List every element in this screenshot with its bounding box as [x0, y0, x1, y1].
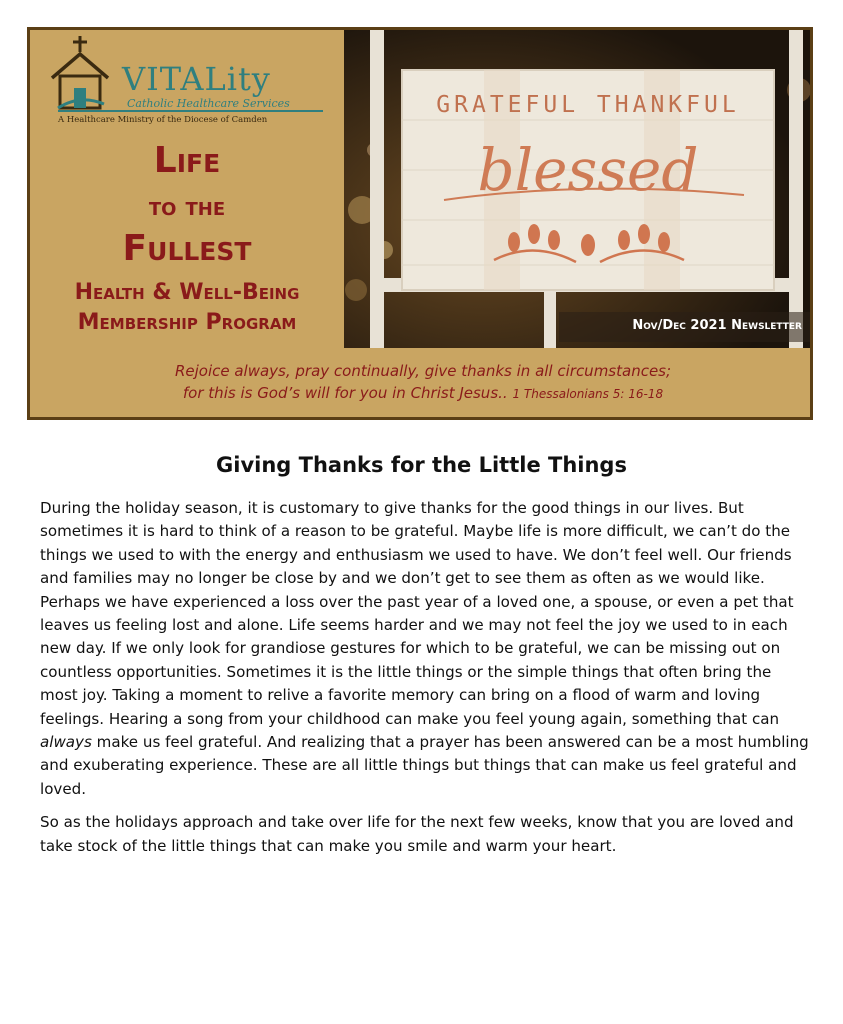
article-body — [40, 497, 810, 868]
title-line-1: Life — [153, 140, 221, 181]
title-line-4: Health & Well-Being — [74, 280, 300, 305]
grateful-sign-photo — [344, 30, 810, 348]
title-line-5: Membership Program — [77, 310, 297, 335]
paragraph-1-text-a: During the holiday season, it is customary to give thanks for the good things in our lives. But sometimes it is hard to think of a reason to be grateful. Maybe life is more difficult, we can’t do the things we used to with the energy and enthusiasm we used to have. We don’t feel well. Our friends and families may no longer be close by and we don’t get to see them as often as we would like. Perhaps we have experienced a loss over the past year of a loved one, a spouse, or even a pet that leaves us feeling lost and alone. Life seems harder and we may not feel the joy we used to in each new day. If we only look for grandiose gestures for which to be grateful, we can be missing out on countless opportunities. Sometimes it is the little things or the simple things that often bring the most joy. Taking a moment to relive a favorite memory can bring on a flood of warm and loving feelings. Hearing a song from your childhood can make you feel young again, something that can — [40, 499, 794, 728]
logo-divider — [58, 110, 323, 112]
church-logo-icon — [48, 34, 112, 114]
article-paragraph-1 — [40, 497, 810, 801]
logo-subtitle: Catholic Healthcare Services — [127, 97, 290, 110]
logo-name: VITALity — [122, 60, 271, 98]
verse-line-1: Rejoice always, pray continually, give thanks in all circumstances; — [174, 362, 672, 380]
paragraph-1-emphasis: always — [40, 733, 92, 752]
article-paragraph-2: So as the holidays approach and take over life for the next few weeks, know that you are loved and take stock of the little things that can make you smile and warm your heart. — [40, 813, 794, 855]
verse-line-2 — [30, 382, 813, 405]
paragraph-1-text-b: make us feel grateful. And realizing that a prayer has been answered can be a most humbling and exuberating experience. These are all little things but things that can make us feel grateful and loved. — [40, 733, 809, 798]
verse-line-2-text: for this is God’s will for you in Christ Jesus.. — [182, 384, 508, 402]
banner-title-panel — [30, 30, 344, 335]
verse-reference: 1 Thessalonians 5: 16-18 — [512, 387, 664, 401]
sign-top-text: GRATEFUL THANKFUL — [436, 92, 740, 118]
scripture-verse — [30, 360, 813, 405]
sign-script-text: blessed — [477, 136, 699, 204]
issue-label: Nov/Dec 2021 Newsletter — [632, 318, 802, 333]
newsletter-banner — [27, 27, 813, 420]
article-headline: Giving Thanks for the Little Things — [216, 453, 627, 477]
ministry-tagline: A Healthcare Ministry of the Diocese of Camden — [58, 115, 268, 125]
title-line-3: Fullest — [122, 228, 252, 269]
title-line-2: to the — [148, 192, 226, 222]
